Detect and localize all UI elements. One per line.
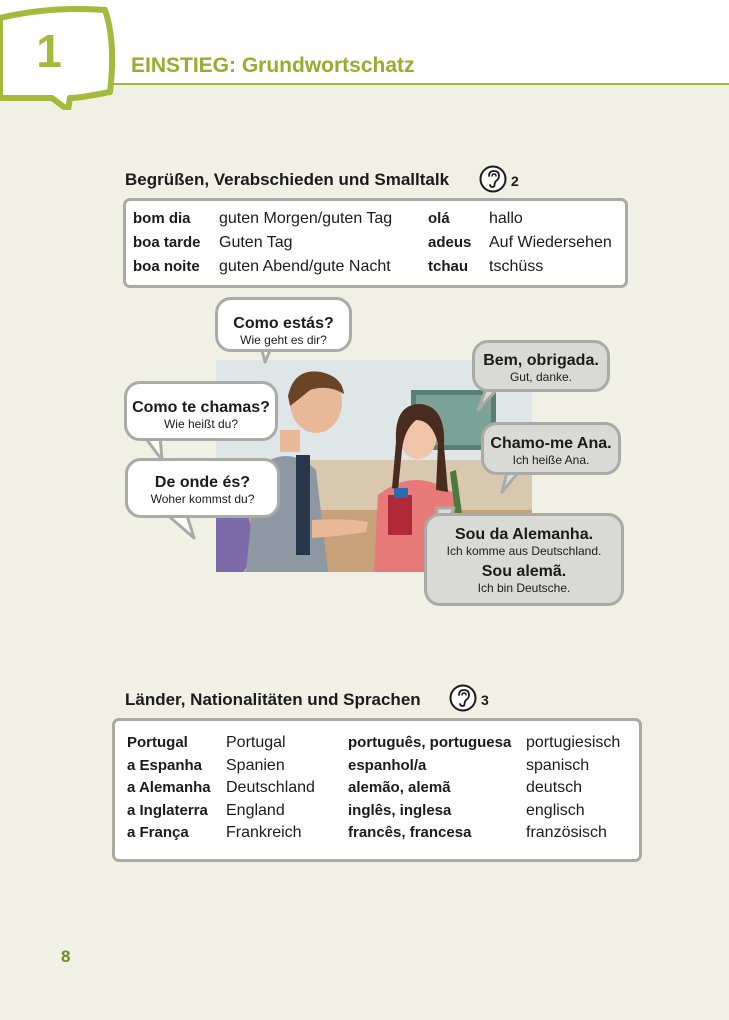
language-de: englisch [526, 802, 585, 819]
vocab-pt: olá [428, 210, 450, 227]
bubble-text-pt: Chamo-me Ana. [490, 435, 612, 452]
vocab-row [126, 209, 625, 233]
ear-icon[interactable] [479, 165, 507, 193]
bubble-text-de: Wie geht es dir? [240, 333, 327, 347]
bubble-text-pt: De onde és? [154, 474, 251, 491]
nationality-pt: inglês, inglesa [348, 802, 452, 819]
country-pt: Portugal [127, 734, 188, 751]
page-number: 8 [61, 947, 71, 966]
country-de: Frankreich [226, 824, 302, 841]
vocab-de: guten Morgen/guten Tag [219, 210, 393, 227]
greetings-vocab-box [123, 198, 628, 288]
vocab-row [115, 733, 639, 757]
vocab-row [115, 801, 639, 825]
countries-vocab-box [112, 718, 642, 862]
country-pt: a França [127, 824, 189, 841]
audio-track-number: 3 [481, 692, 489, 708]
bubble-text-de: Ich heiße Ana. [512, 453, 590, 467]
language-de: deutsch [526, 779, 583, 796]
speech-bubble-como-estas [215, 297, 352, 352]
nationality-pt: alemão, alemã [348, 779, 451, 796]
bubble-text-pt: Sou da Alemanha. [454, 526, 594, 543]
bubble-text-de: Gut, danke. [509, 370, 573, 384]
nationality-pt: francês, francesa [348, 824, 472, 841]
bubble-text-pt: Como te chamas? [132, 399, 270, 416]
vocab-pt: adeus [428, 234, 472, 251]
ear-icon[interactable] [449, 684, 477, 712]
speech-bubble-sou-da-alemanha [424, 513, 624, 606]
nationality-pt: espanhol/a [348, 757, 427, 774]
bubble-text-de: Wie heißt du? [163, 417, 239, 431]
country-pt: a Inglaterra [127, 802, 208, 819]
language-de: französisch [526, 824, 607, 841]
vocab-row [126, 233, 625, 257]
country-de: England [226, 802, 285, 819]
vocab-de: Guten Tag [219, 234, 293, 251]
language-de: portugiesisch [526, 734, 621, 751]
vocab-pt: boa noite [133, 258, 200, 275]
country-de: Spanien [226, 757, 285, 774]
vocab-pt: bom dia [133, 210, 191, 227]
speech-bubble-bem-obrigada [472, 340, 610, 392]
chapter-title: EINSTIEG: Grundwortschatz [131, 54, 415, 77]
bubble-text-pt: Bem, obrigada. [483, 352, 599, 369]
country-de: Deutschland [226, 779, 315, 796]
vocab-pt: tchau [428, 258, 469, 275]
vocab-de: tschüss [489, 258, 544, 275]
vocab-de: hallo [489, 210, 523, 227]
country-pt: a Alemanha [127, 779, 211, 796]
speech-bubble-chamo-me [481, 422, 621, 475]
vocab-row [115, 778, 639, 802]
country-pt: a Espanha [127, 757, 203, 774]
vocab-de: Auf Wiedersehen [489, 234, 612, 251]
vocab-row [126, 257, 625, 281]
country-de: Portugal [226, 734, 286, 751]
speech-bubble-como-te-chamas [124, 381, 278, 441]
speech-bubble-de-onde-es [125, 458, 280, 518]
language-de: spanisch [526, 757, 590, 774]
section-heading-greetings: Begrüßen, Verabschieden und Smalltalk [125, 170, 450, 189]
vocab-row [115, 823, 639, 847]
vocab-pt: boa tarde [133, 234, 201, 251]
bubble-text-de: Woher kommst du? [150, 492, 255, 506]
bubble-text-de: Ich bin Deutsche. [477, 581, 571, 595]
vocab-de: guten Abend/gute Nacht [219, 258, 391, 275]
bubble-text-pt: Sou alemã. [481, 563, 567, 580]
vocab-row [115, 756, 639, 780]
bubble-text-pt: Como estás? [233, 315, 334, 332]
audio-track-number: 2 [511, 173, 519, 189]
bubble-text-de: Ich komme aus Deutschland. [446, 544, 602, 558]
section-heading-countries: Länder, Nationalitäten und Sprachen [125, 690, 421, 709]
chapter-number: 1 [36, 25, 62, 77]
nationality-pt: português, portuguesa [348, 734, 512, 751]
